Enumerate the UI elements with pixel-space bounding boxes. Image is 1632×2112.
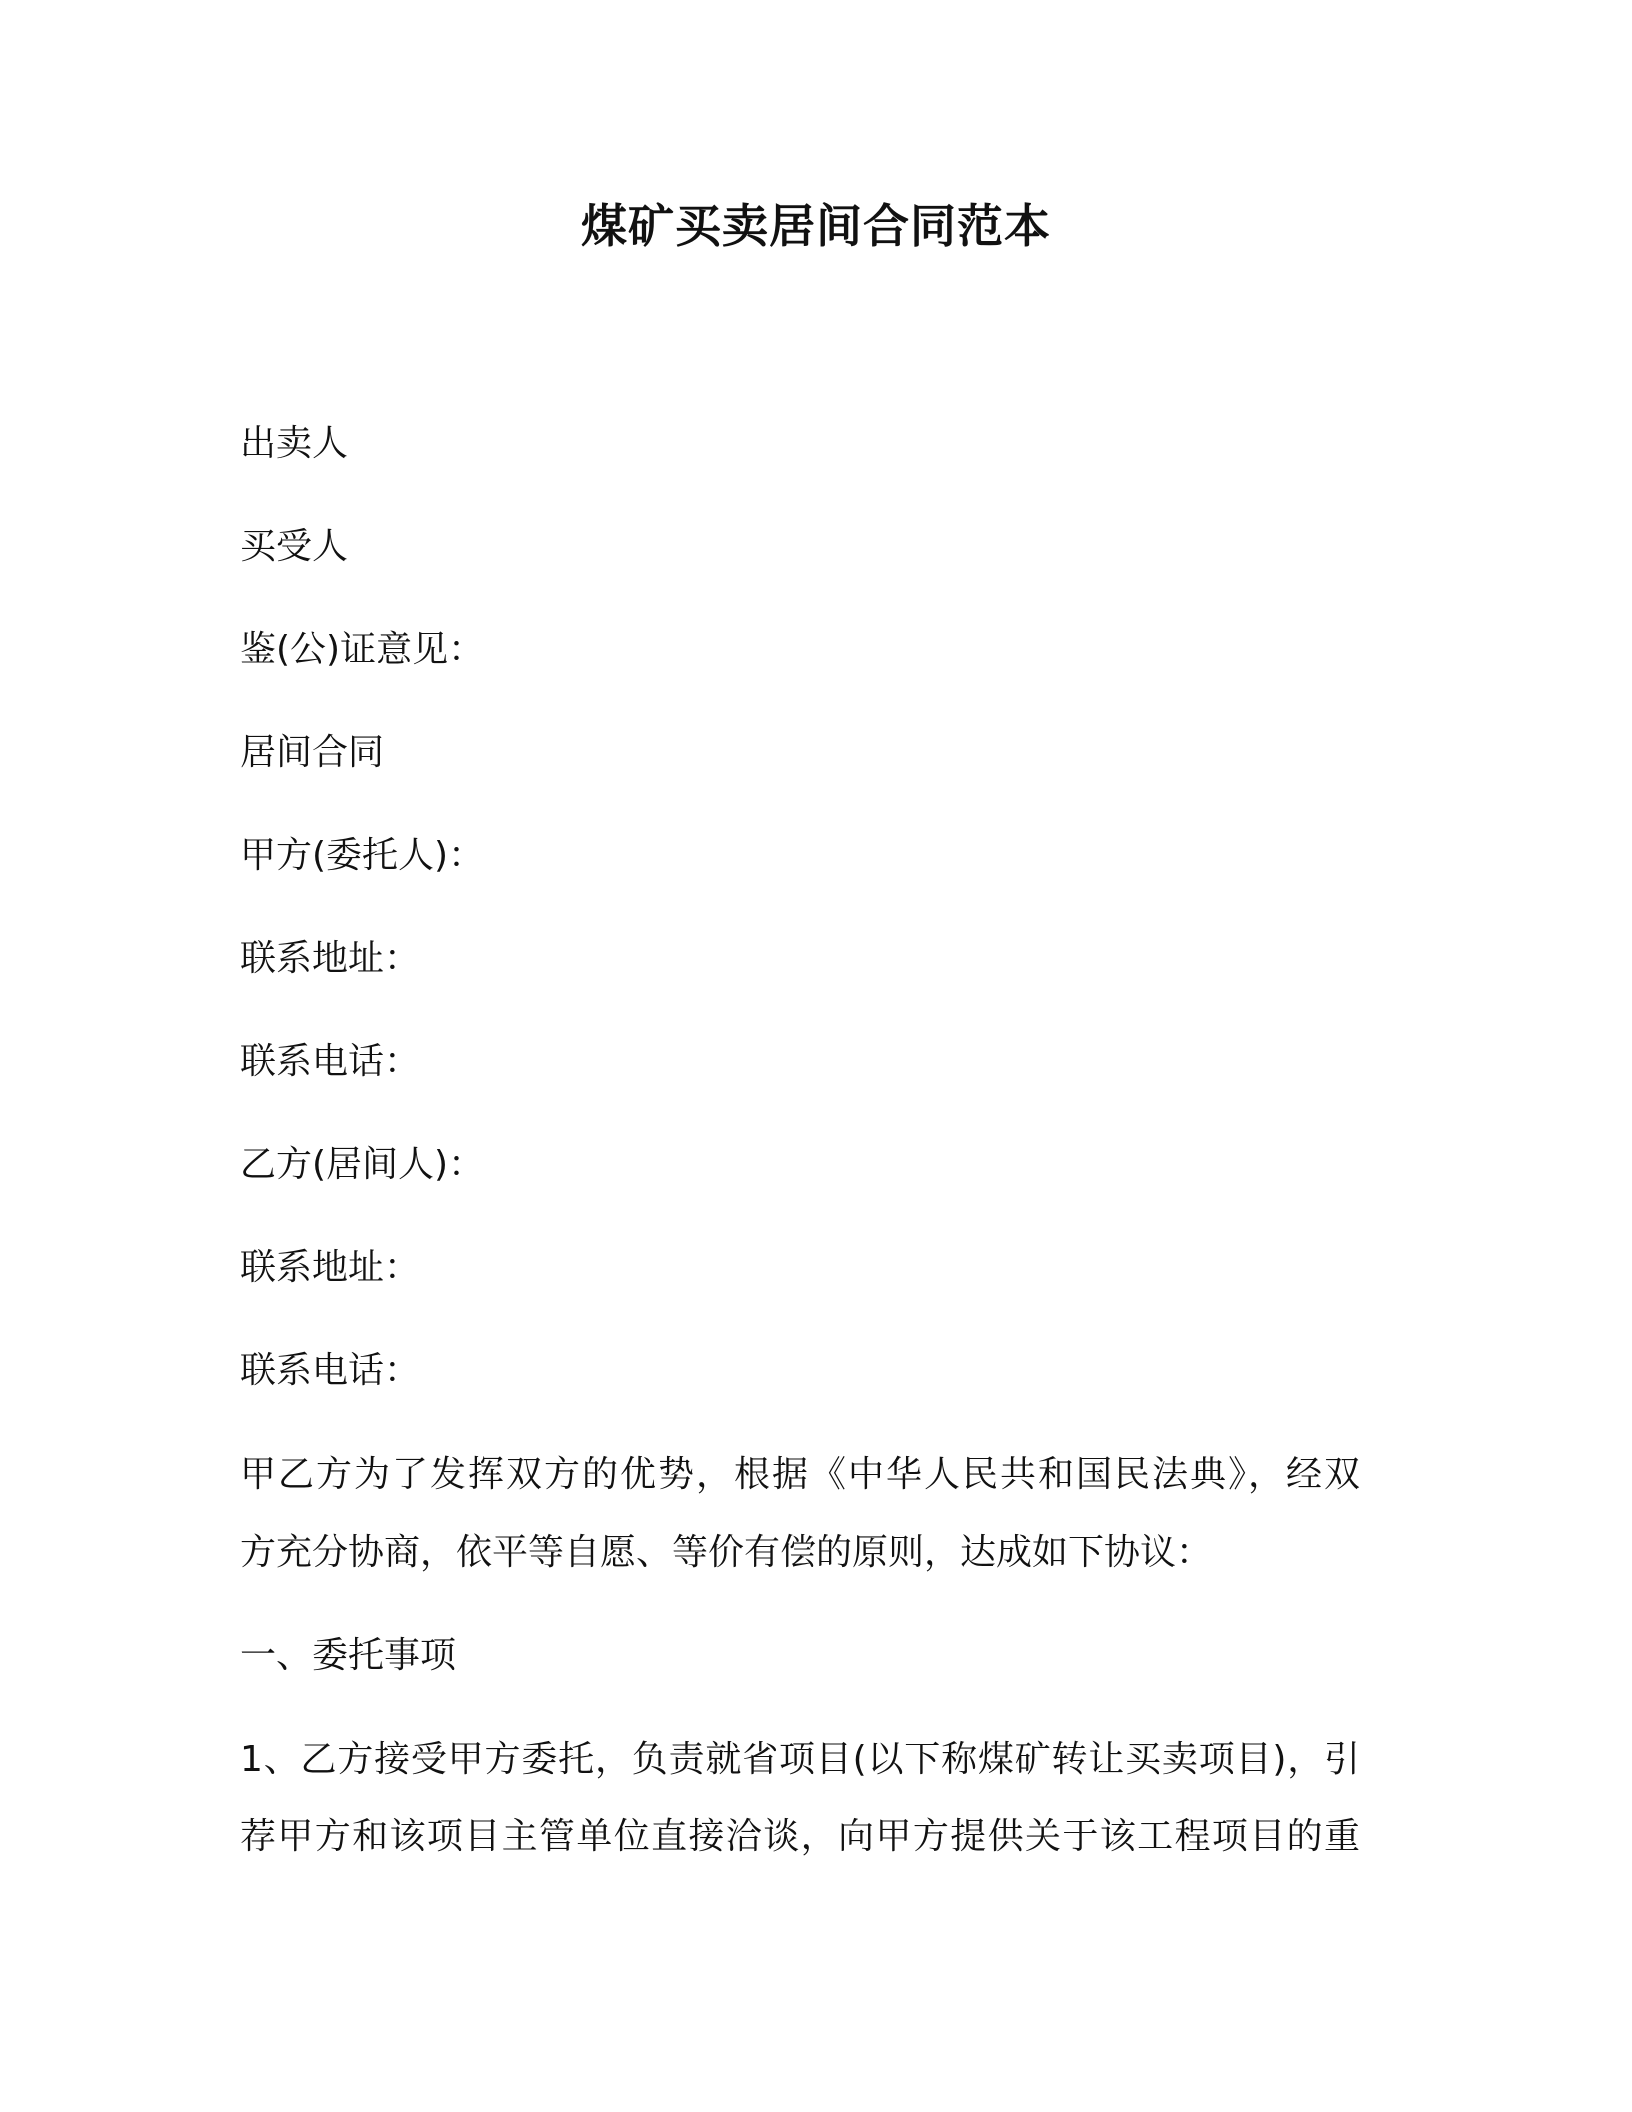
party-a-phone-label: 联系电话：	[240, 1041, 421, 1082]
intro-paragraph-line-1: 甲乙方为了发挥双方的优势，根据《中华人民共和国民法典》，经双	[240, 1454, 1360, 1495]
party-b-phone-label: 联系电话：	[240, 1350, 421, 1391]
contract-type-heading: 居间合同	[240, 732, 385, 773]
intro-paragraph-line-2: 方充分协商，依平等自愿、等价有偿的原则，达成如下协议：	[240, 1532, 1213, 1573]
section-1-heading: 一、委托事项	[240, 1635, 457, 1676]
buyer-label: 买受人	[240, 526, 349, 567]
party-b-label: 乙方(居间人)：	[240, 1144, 485, 1185]
seller-label: 出卖人	[240, 423, 349, 464]
section-1-item-1-line-1: 1、乙方接受甲方委托，负责就省项目(以下称煤矿转让买卖项目)，引	[240, 1739, 1360, 1780]
notarization-opinion-label: 鉴(公)证意见：	[240, 629, 485, 670]
party-a-label: 甲方(委托人)：	[240, 835, 485, 876]
section-1-item-1-line-2: 荐甲方和该项目主管单位直接洽谈，向甲方提供关于该工程项目的重	[240, 1816, 1360, 1857]
party-b-address-label: 联系地址：	[240, 1247, 421, 1288]
party-a-address-label: 联系地址：	[240, 938, 421, 979]
document-title: 煤矿买卖居间合同范本	[581, 199, 1051, 253]
